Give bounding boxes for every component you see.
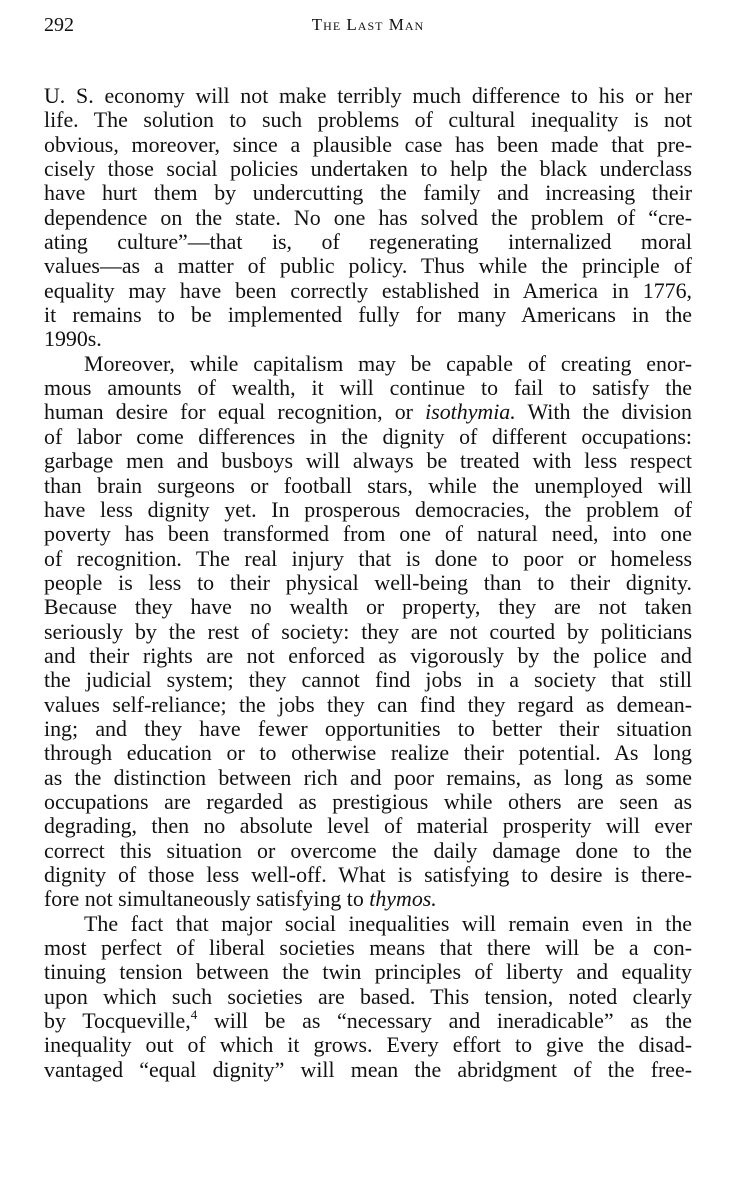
text-line	[44, 887, 692, 911]
text-line: have less dignity yet. In prosperous democracies, the problem of	[44, 496, 692, 522]
text-line: garbage men and busboys will always be treated with less respect	[44, 448, 692, 474]
footnote-ref[interactable]: 4	[190, 1007, 198, 1023]
text-line: and their rights are not enforced as vigorously by the police and	[44, 642, 692, 668]
page-number: 292	[44, 14, 74, 36]
text-line: dependence on the state. No one has solved the problem of “cre-	[44, 204, 692, 230]
text-run: by Tocqueville,	[44, 1008, 191, 1034]
text-line: equality may have been correctly established in America in 1776,	[44, 277, 692, 303]
text-line: through education or to otherwise realize their potential. As long	[44, 740, 692, 766]
text-line: Because they have no wealth or property, they are not taken	[44, 594, 692, 620]
text-line: of recognition. The real injury that is done to poor or homeless	[44, 545, 692, 571]
text-line	[44, 400, 692, 424]
text-run: fore not simultaneously satisfying to	[44, 886, 370, 912]
body-text	[44, 84, 692, 1082]
text-line: dignity of those less well-off. What is satisfying to desire is there-	[44, 862, 692, 887]
text-line: people is less to their physical well-being than to their dignity.	[44, 569, 692, 595]
text-line: than brain surgeons or football stars, while the unemployed will	[44, 472, 692, 498]
text-line: occupations are regarded as prestigious while others are seen as	[44, 788, 692, 814]
text-line: as the distinction between rich and poor remains, as long as some	[44, 764, 692, 790]
text-line: life. The solution to such problems of cultural inequality is not	[44, 107, 692, 133]
text-line: ing; and they have fewer opportunities to better their situation	[44, 715, 692, 741]
running-head	[44, 10, 692, 40]
text-line: degrading, then no absolute level of material prosperity will ever	[44, 813, 692, 839]
text-line: of labor come differences in the dignity of different occupations:	[44, 423, 692, 449]
text-line: 1990s.	[44, 326, 102, 352]
text-line: The fact that major social inequalities will remain even in the	[84, 910, 692, 936]
text-line: most perfect of liberal societies means that there will be a con-	[44, 935, 692, 961]
text-line: it remains to be implemented fully for many Americans in the	[44, 302, 692, 328]
text-line: values—as a matter of public policy. Thus while the principle of	[44, 253, 692, 279]
running-title: The Last Man	[311, 15, 425, 34]
text-line: have hurt them by undercutting the family and increasing their	[44, 180, 692, 206]
text-line: correct this situation or overcome the daily damage done to the	[44, 837, 692, 863]
paragraph	[44, 912, 692, 1082]
text-line: poverty has been transformed from one of natural need, into one	[44, 521, 692, 547]
text-line: Moreover, while capitalism may be capable of creating enor-	[84, 350, 692, 376]
text-run: With the division	[515, 399, 692, 425]
paragraph	[44, 84, 692, 352]
text-line: upon which such societies are based. This tension, noted clearly	[44, 983, 692, 1009]
text-run: will be as “necessary and ineradicable” as the	[197, 1008, 692, 1034]
text-line: obvious, moreover, since a plausible case has been made that pre-	[44, 131, 692, 157]
italic-term: thymos.	[369, 886, 437, 912]
text-line: values self-reliance; the jobs they can find they regard as demean-	[44, 691, 692, 717]
text-line: cisely those social policies undertaken to help the black underclass	[44, 156, 692, 182]
text-line: seriously by the rest of society: they are not courted by politicians	[44, 618, 692, 644]
text-line: inequality out of which it grows. Every effort to give the disad-	[44, 1032, 692, 1058]
text-line: mous amounts of wealth, it will continue to fail to satisfy the	[44, 375, 692, 401]
text-line: vantaged “equal dignity” will mean the abridgment of the free-	[44, 1056, 692, 1082]
text-line: the judicial system; they cannot find jobs in a society that still	[44, 667, 692, 693]
text-run: human desire for equal recognition, or	[44, 399, 426, 425]
italic-term: isothymia.	[425, 399, 516, 425]
text-line	[44, 1009, 692, 1033]
paragraph	[44, 352, 692, 912]
text-line: U. S. economy will not make terribly much difference to his or her	[44, 83, 692, 108]
text-line: ating culture”—that is, of regenerating internalized moral	[44, 229, 692, 255]
text-line: tinuing tension between the twin principles of liberty and equality	[44, 959, 692, 985]
